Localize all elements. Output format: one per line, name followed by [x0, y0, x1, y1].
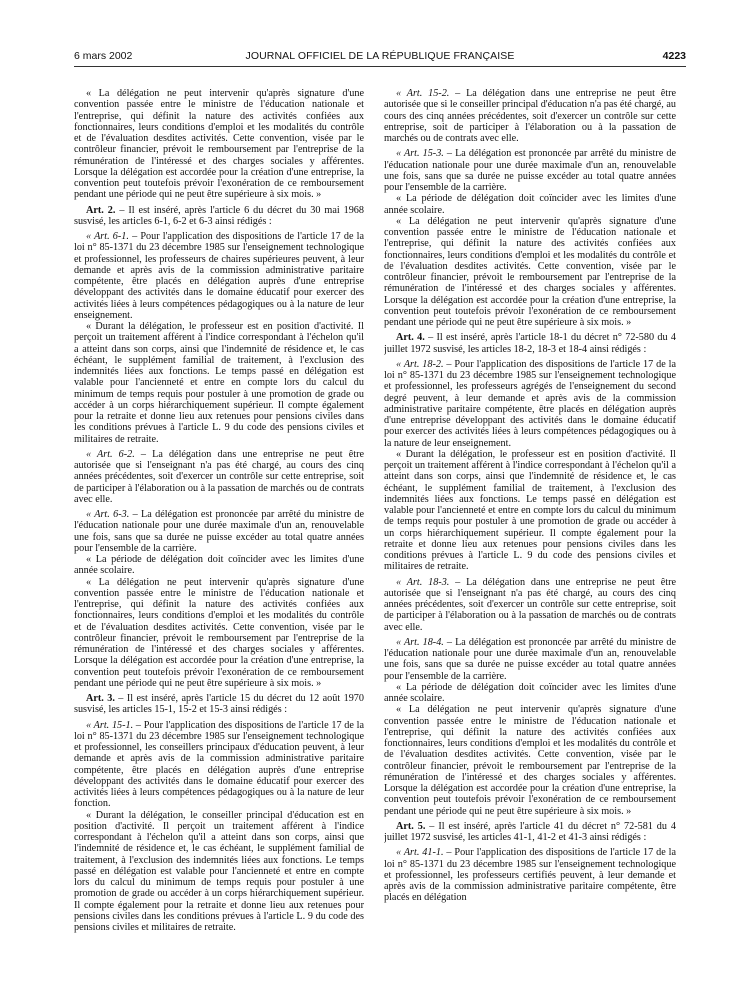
article-paragraph	[384, 332, 676, 355]
article-reference: « Art. 15-1.	[86, 719, 134, 731]
article-reference: « Art. 15-3.	[396, 148, 444, 160]
paragraph-text: – La délégation dans une entreprise ne peut être autorisée que si l'enseignant n'a pas été chargé, au cours des cinq années précédentes, soit d'exercer un contrôle sur cette entreprise, soit de participer à l'élaboration ou à la passation de marchés ou de contrats avec elle.	[74, 448, 364, 505]
article-label: Art. 3.	[86, 693, 115, 704]
paragraph-text: « La délégation ne peut intervenir qu'après signature d'une convention passée entre le ministre de l'éducation nationale et l'entreprise, qui définit la nature des activités confiées aux fonctionnaires, leurs conditions d'emploi et les modalités du contrôle et de l'évaluation desdites activités. Cette convention, visée par le contrôleur financier, prévoit le remboursement par l'entreprise de la rémunération de l'intéressé et des charges sociales y afférentes. Lorsque la délégation est accordée pour la création d'une entreprise, la convention peut toutefois prévoir l'exonération de ce remboursement pendant une période qui ne peut être supérieure à six mois. »	[384, 215, 676, 328]
body-paragraph	[384, 682, 676, 705]
paragraph-text: – La délégation est prononcée par arrêté du ministre de l'éducation nationale pour une durée maximale d'un an, renouvelable une fois, sans que sa durée ne puisse excéder au total quatre années pour l'ensemble de la carrière.	[384, 636, 676, 682]
article-reference: « Art. 15-2.	[396, 88, 450, 99]
article-sub-paragraph	[74, 509, 364, 554]
article-sub-paragraph	[74, 231, 364, 321]
paragraph-text: « Durant la délégation, le professeur est en position d'activité. Il perçoit un traitement afférent à l'indice correspondant à l'échelon qu'il a atteint dans son corps, ainsi que l'indemnité de résidence et, le cas échéant, le supplément familial de traitement, à l'exclusion des indemnités liées aux fonctions. Le temps passé en délégation est valable pour l'ancienneté et entre en compte lors du calcul du minimum de temps requis pour postuler à une promotion de grade ou accéder à un corps hiérarchiquement supérieur. Il compte également pour la retraite et donne lieu aux retenues pour pensions civiles dans les conditions prévues à l'article L. 9 du code des pensions civiles et militaires de retraite.	[74, 321, 364, 445]
header-rule	[74, 66, 686, 67]
paragraph-text: « La période de délégation doit coïncider avec les limites d'une année scolaire.	[384, 681, 676, 704]
article-paragraph	[384, 821, 676, 844]
body-paragraph	[384, 449, 676, 573]
body-paragraph	[384, 216, 676, 329]
article-paragraph	[74, 205, 364, 228]
body-paragraph	[74, 554, 364, 577]
article-sub-paragraph	[384, 148, 676, 193]
paragraph-text: – La délégation est prononcée par arrêté du ministre de l'éducation nationale pour une durée maximale d'un an, renouvelable une fois, sans que sa durée ne puisse excéder au total quatre années pour l'ensemble de la carrière.	[74, 509, 364, 554]
article-reference: « Art. 18-3.	[396, 576, 450, 588]
article-reference: « Art. 18-2.	[396, 358, 444, 370]
article-reference: « Art. 41-1.	[396, 847, 444, 859]
paragraph-text: – La délégation dans une entreprise ne peut être autorisée que si l'enseignant n'a pas été chargé, au cours des cinq années précédentes, soit d'exercer un contrôle sur cette entreprise, soit de participer à l'élaboration ou à la passation de marchés ou de contrats avec elle.	[384, 576, 676, 633]
article-sub-paragraph	[74, 720, 364, 810]
journal-title: JOURNAL OFFICIEL DE LA RÉPUBLIQUE FRANÇAISE	[245, 50, 515, 62]
paragraph-text: – Il est inséré, après l'article 6 du décret du 30 mai 1968 susvisé, les articles 6-1, 6-2 et 6-3 ainsi rédigés :	[74, 204, 364, 227]
right-column	[384, 88, 676, 978]
paragraph-text: « La période de délégation doit coïncider avec les limites d'une année scolaire.	[74, 554, 364, 577]
article-paragraph	[74, 693, 364, 716]
paragraph-text: – Pour l'application des dispositions de l'article 17 de la loi n° 85-1371 du 23 décembre 1985 sur l'enseignement technologique et professionnel, les conseillers principaux d'éducation peuvent, à leur demande et après avis de la commission administrative paritaire compétente, être placés en délégation auprès d'une entreprise développant des activités dans le domaine éducatif pour exercer des activités liées à leurs compétences pédagogiques ou à la nature de leur fonction.	[74, 719, 364, 810]
article-sub-paragraph	[384, 577, 676, 633]
body-paragraph	[74, 321, 364, 445]
paragraph-text: « La délégation ne peut intervenir qu'après signature d'une convention passée entre le ministre de l'éducation nationale et l'entreprise, qui définit la nature des activités confiées aux fonctionnaires, leurs conditions d'emploi et les modalités du contrôle et de l'évaluation desdites activités. Cette convention, visée par le contrôleur financier, prévoit le remboursement par l'entreprise de la rémunération de l'intéressé et des charges sociales y afférentes. Lorsque la délégation est accordée pour la création d'une entreprise, la convention peut toutefois prévoir l'exonération de ce remboursement pendant une période qui ne peut être supérieure à six mois. »	[384, 704, 676, 817]
paragraph-text: – La délégation dans une entreprise ne peut être autorisée que si le conseiller principal d'éducation n'a pas été chargé, au cours des cinq années précédentes, soit d'exercer un contrôle sur cette entreprise, soit de participer à l'élaboration ou à la passation de marchés ou de contrats avec elle.	[384, 88, 676, 144]
page-number: 4223	[662, 50, 686, 62]
article-sub-paragraph	[384, 847, 676, 903]
header-date: 6 mars 2002	[74, 50, 133, 62]
paragraph-text: – Pour l'application des dispositions de l'article 17 de la loi n° 85-1371 du 23 décembre 1985 sur l'enseignement technologique et professionnel, les professeurs certifiés peuvent, à leur demande et après avis de la commission administrative paritaire compétente, être placés en délégation	[384, 847, 676, 904]
article-sub-paragraph	[384, 637, 676, 682]
article-sub-paragraph	[384, 359, 676, 449]
article-label: Art. 2.	[86, 204, 116, 216]
paragraph-text: – Il est inséré, après l'article 18-1 du décret n° 72-580 du 4 juillet 1972 susvisé, les articles 18-2, 18-3 et 18-4 ainsi rédigés :	[384, 332, 676, 355]
paragraph-text: « La délégation ne peut intervenir qu'après signature d'une convention passée entre le ministre de l'éducation nationale et l'entreprise, qui définit la nature des activités confiées aux fonctionnaires, leurs conditions d'emploi et les modalités du contrôle et de l'évaluation desdites activités. Cette convention, visée par le contrôleur financier, prévoit le remboursement par l'entreprise de la rémunération de l'intéressé et des charges sociales y afférentes. Lorsque la délégation est accordée pour la création d'une entreprise, la convention peut toutefois prévoir l'exonération de ce remboursement pendant une période qui ne peut être supérieure à six mois. »	[74, 576, 364, 689]
paragraph-text: « Durant la délégation, le conseiller principal d'éducation est en position d'activité. Il perçoit un traitement afférent à l'indice correspondant à l'échelon qu'il a atteint dans son corps, ainsi que l'indemnité de résidence et, le cas échéant, le supplément familial de traitement, à l'exclusion des indemnités liées aux fonctions. Le temps passé en délégation est valable pour l'ancienneté et entre en compte lors du calcul du minimum de temps requis pour postuler à une promotion de grade ou accéder à un corps hiérarchiquement supérieur. Il compte également pour la retraite et donne lieu aux retenues pour pensions civiles dans les conditions prévues à l'article L. 9 du code des pensions civiles et militaires de retraite.	[74, 809, 364, 933]
article-label: Art. 4.	[396, 332, 425, 344]
body-paragraph	[384, 193, 676, 216]
left-column	[74, 88, 364, 978]
page-header	[74, 50, 686, 64]
body-paragraph	[74, 810, 364, 934]
paragraph-text: « La période de délégation doit coïncider avec les limites d'une année scolaire.	[384, 193, 676, 216]
paragraph-text: « Durant la délégation, le professeur est en position d'activité. Il perçoit un traitement afférent à l'indice correspondant à l'échelon qu'il a atteint dans son corps, ainsi que l'indemnité de résidence et, le cas échéant, le supplément familial de traitement, à l'exclusion des indemnités liées aux fonctions. Le temps passé en délégation est valable pour l'ancienneté et entre en compte lors du calcul du minimum de temps requis pour postuler à une promotion de grade ou accéder à un corps hiérarchiquement supérieur. Il compte également pour la retraite et donne lieu aux retenues pour pensions civiles dans les conditions prévues à l'article L. 9 du code des pensions civiles et militaires de retraite.	[384, 448, 676, 573]
body-paragraph	[384, 704, 676, 817]
paragraph-text: – Pour l'application des dispositions de l'article 17 de la loi n° 85-1371 du 23 décembre 1985 sur l'enseignement technologique et professionnel, les professeurs agrégés de l'enseignement du second degré peuvent, à leur demande et après avis de la commission administrative paritaire compétente, être placés en délégation auprès d'une entreprise développant des activités dans le domaine éducatif pour exercer des activités liées à leurs compétences pédagogiques ou à la nature de leur enseignement.	[384, 358, 676, 449]
article-reference: « Art. 6-2.	[86, 448, 135, 460]
paragraph-text: – La délégation est prononcée par arrêté du ministre de l'éducation nationale pour une durée maximale d'un an, renouvelable une fois, sans que sa durée ne puisse excéder au total quatre années pour l'ensemble de la carrière.	[384, 148, 676, 193]
article-sub-paragraph	[384, 88, 676, 144]
paragraph-text: « La délégation ne peut intervenir qu'après signature d'une convention passée entre le ministre de l'éducation nationale et l'entreprise, qui définit la nature des activités confiées aux fonctionnaires, leurs conditions d'emploi et les modalités du contrôle et de l'évaluation desdites activités. Cette convention, visée par le contrôleur financier, prévoit le remboursement par l'entreprise de la rémunération de l'intéressé et des charges sociales y afférentes. Lorsque la délégation est accordée pour la création d'une entreprise, la convention peut toutefois prévoir l'exonération de ce remboursement pendant une période qui ne peut être supérieure à six mois. »	[74, 88, 364, 201]
paragraph-text: – Pour l'application des dispositions de l'article 17 de la loi n° 85-1371 du 23 décembre 1985 sur l'enseignement technologique et professionnel, les professeurs de chaires supérieures peuvent, à leur demande et après avis de la commission administrative paritaire compétente, être placés en délégation auprès d'une entreprise développant des activités dans le domaine éducatif pour exercer des activités liées à leurs compétences pédagogiques ou à la nature de leur enseignement.	[74, 231, 364, 321]
article-reference: « Art. 6-3.	[86, 509, 130, 520]
paragraph-text: – Il est inséré, après l'article 15 du décret du 12 août 1970 susvisé, les articles 15-1, 15-2 et 15-3 ainsi rédigés :	[74, 693, 364, 716]
body-paragraph	[74, 577, 364, 690]
article-reference: « Art. 18-4.	[396, 636, 444, 648]
article-reference: « Art. 6-1.	[86, 231, 129, 242]
article-label: Art. 5.	[396, 820, 426, 832]
paragraph-text: – Il est inséré, après l'article 41 du décret n° 72-581 du 4 juillet 1972 susvisé, les articles 41-1, 41-2 et 41-3 ainsi rédigés :	[384, 820, 676, 843]
article-sub-paragraph	[74, 449, 364, 505]
body-paragraph	[74, 88, 364, 201]
